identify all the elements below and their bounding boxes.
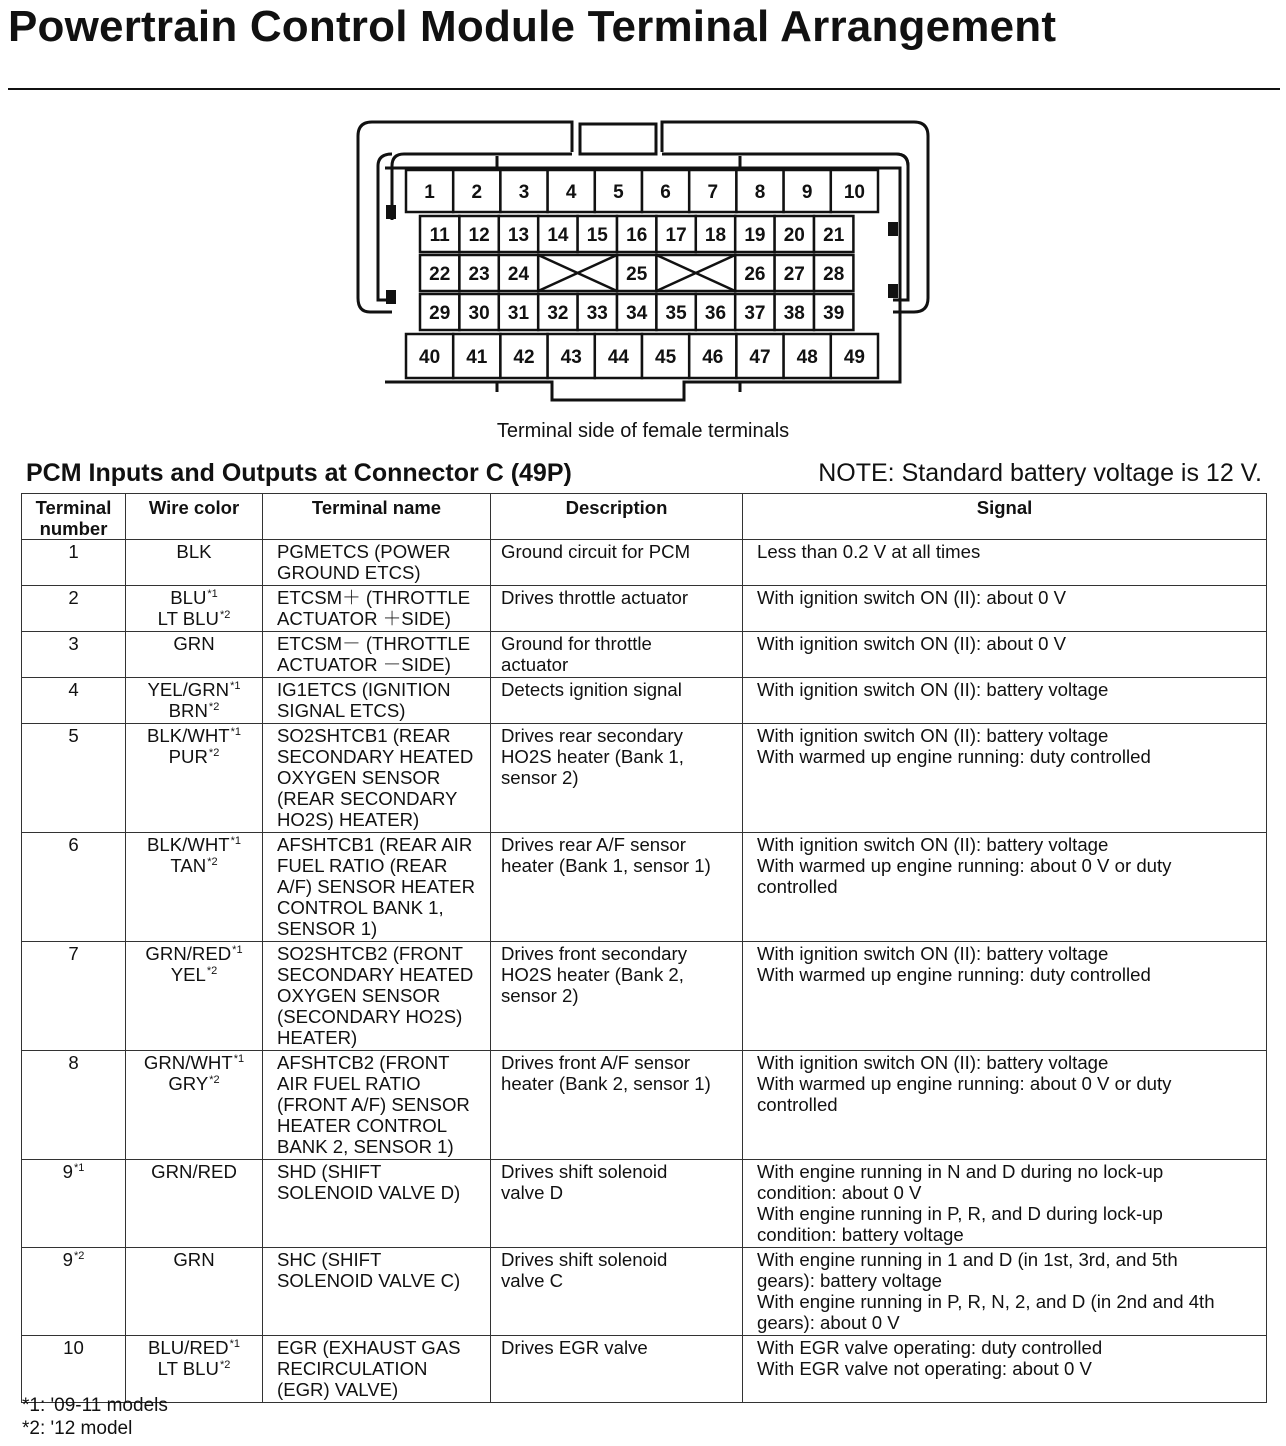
wire-color-line: [132, 541, 256, 562]
cell-line: OXYGEN SENSOR: [277, 985, 441, 1006]
cell-line: Drives EGR valve: [501, 1337, 648, 1358]
cell-line: SO2SHTCB2 (FRONT: [277, 943, 463, 964]
cell-line: PGMETCS (POWER: [277, 541, 451, 562]
terminal-number-label: 3: [518, 182, 530, 203]
terminal-number-label: 17: [665, 225, 687, 246]
table-row: [22, 586, 1267, 632]
wire-color-cell: [126, 942, 263, 1051]
cell-line: AFSHTCB2 (FRONT: [277, 1052, 450, 1073]
wire-color-text: YEL/GRN: [147, 679, 230, 700]
terminal-number-label: 19: [744, 225, 766, 246]
terminal-number-cell: [22, 942, 126, 1051]
terminal-number-cell: [22, 678, 126, 724]
wire-color-line: [132, 1073, 256, 1094]
signal-cell: [743, 1248, 1267, 1336]
terminal-number-label: 10: [843, 182, 865, 203]
footnote-marker: *2: [208, 701, 220, 713]
footnote-marker: *2: [209, 1074, 220, 1086]
terminal-number-label: 15: [586, 225, 608, 246]
terminal-number-label: 31: [507, 303, 530, 324]
terminal-number-label: 32: [547, 303, 569, 324]
terminal-number-label: 16: [626, 225, 648, 246]
terminal-number-cell: [22, 724, 126, 833]
table-row: [22, 833, 1267, 942]
description-cell: [491, 942, 743, 1051]
cell-line: HO2S heater (Bank 1,: [501, 746, 684, 767]
cell-line: gears): about 0 V: [757, 1312, 900, 1333]
cell-line: controlled: [757, 876, 838, 897]
cell-line: With engine running in N and D during no lock-up: [757, 1161, 1164, 1182]
cell-line: IG1ETCS (IGNITION: [277, 679, 451, 700]
terminal-number: 1: [68, 541, 79, 562]
cell-line: Drives rear A/F sensor: [501, 834, 686, 855]
terminal-name-cell: [263, 678, 491, 724]
wire-color-line: [132, 1052, 256, 1073]
table-row: [22, 540, 1267, 586]
wire-color-line: [132, 700, 256, 721]
terminal-name-cell: [263, 724, 491, 833]
description-cell: [491, 586, 743, 632]
terminal-number-cell: [22, 586, 126, 632]
terminal-number-label: 25: [626, 264, 648, 285]
signal-cell: [743, 942, 1267, 1051]
terminal-name-cell: [263, 632, 491, 678]
footnote-1: *1: '09-11 models: [22, 1395, 168, 1416]
cell-line: SIGNAL ETCS): [277, 700, 406, 721]
table-row: [22, 1336, 1267, 1403]
footnote-marker: *1: [233, 1053, 245, 1065]
wire-color-text: BLK/WHT: [146, 725, 230, 746]
cell-line: With ignition switch ON (II): about 0 V: [757, 633, 1066, 654]
diagram-caption: Terminal side of female terminals: [496, 420, 790, 442]
cell-line: gears): battery voltage: [757, 1270, 943, 1291]
wire-color-text: YEL: [170, 964, 206, 985]
terminal-number-label: 33: [586, 303, 608, 324]
terminal-number-label: 35: [665, 303, 687, 324]
table-row: [22, 1160, 1267, 1248]
wire-color-line: [132, 1249, 256, 1270]
wire-color-line: [132, 587, 256, 608]
cell-line: Detects ignition signal: [501, 679, 682, 700]
cell-line: Drives shift solenoid: [501, 1249, 668, 1270]
terminal-name-cell: [263, 1248, 491, 1336]
terminal-number-label: 42: [513, 347, 535, 368]
cell-line: condition: about 0 V: [757, 1182, 922, 1203]
wire-color-text: GRY: [168, 1073, 209, 1094]
cell-line: With engine running in 1 and D (in 1st, 3rd, and 5th: [757, 1249, 1178, 1270]
wire-color-text: GRN: [173, 633, 215, 654]
cell-line: SOLENOID VALVE D): [277, 1182, 461, 1203]
footnote-marker: *1: [232, 944, 243, 956]
table-header-row: [22, 494, 1267, 540]
wire-color-cell: [126, 1051, 263, 1160]
terminal-number-cell: [22, 540, 126, 586]
voltage-note: NOTE: Standard battery voltage is 12 V.: [818, 459, 1262, 487]
terminal-name-cell: [263, 942, 491, 1051]
wire-color-line: [132, 746, 256, 767]
cell-line: With ignition switch ON (II): about 0 V: [757, 587, 1066, 608]
terminal-name-cell: [263, 540, 491, 586]
description-cell: [491, 1248, 743, 1336]
cell-line: HEATER CONTROL: [277, 1115, 448, 1136]
description-cell: [491, 1051, 743, 1160]
cell-line: EGR (EXHAUST GAS: [277, 1337, 461, 1358]
cell-line: FUEL RATIO (REAR: [277, 855, 448, 876]
cell-line: controlled: [757, 1094, 838, 1115]
wire-color-line: [132, 608, 256, 629]
wire-color-line: [132, 943, 256, 964]
wire-color-cell: [126, 1248, 263, 1336]
cell-line: HO2S heater (Bank 2,: [501, 964, 684, 985]
wire-color-text: BLU: [170, 587, 207, 608]
cell-line: ACTUATOR －SIDE): [277, 654, 451, 675]
wire-color-text: LT BLU: [157, 1358, 219, 1379]
terminal-number-cell: [22, 1051, 126, 1160]
terminal-number: 6: [68, 834, 79, 855]
section-title: PCM Inputs and Outputs at Connector C (49P): [26, 459, 572, 487]
cell-line: With EGR valve not operating: about 0 V: [757, 1358, 1092, 1379]
terminal-number-label: 48: [796, 347, 818, 368]
wire-color-cell: [126, 1336, 263, 1403]
footnote-marker: *1: [207, 588, 218, 600]
wire-color-cell: [126, 540, 263, 586]
terminal-number-label: 45: [655, 347, 677, 368]
cell-line: With engine running in P, R, and D during lock-up: [757, 1203, 1163, 1224]
footnote-marker: *1: [229, 1338, 240, 1350]
cell-line: (EGR) VALVE): [277, 1379, 399, 1400]
signal-cell: [743, 678, 1267, 724]
cell-line: SECONDARY HEATED: [277, 746, 474, 767]
cell-line: valve C: [501, 1270, 564, 1291]
terminal-number-label: 41: [466, 347, 488, 368]
cell-line: actuator: [501, 654, 569, 675]
cell-line: With ignition switch ON (II): battery voltage: [757, 679, 1109, 700]
cell-line: Ground for throttle: [501, 633, 652, 654]
cell-line: With warmed up engine running: duty controlled: [757, 964, 1151, 985]
description-cell: [491, 833, 743, 942]
terminal-name-cell: [263, 833, 491, 942]
footnote-marker: *2: [207, 856, 218, 868]
footnote-marker: *2: [206, 965, 218, 977]
cell-line: With EGR valve operating: duty controlled: [757, 1337, 1103, 1358]
terminal-number: 9: [62, 1161, 73, 1182]
wire-color-text: BRN: [168, 700, 208, 721]
wire-color-line: [132, 834, 256, 855]
cell-line: sensor 2): [501, 985, 579, 1006]
terminal-number-label: 37: [744, 303, 766, 324]
terminal-number-label: 2: [471, 182, 483, 203]
footnote-2: *2: '12 model: [22, 1418, 133, 1439]
wire-color-cell: [126, 678, 263, 724]
terminal-number-label: 26: [744, 264, 766, 285]
wire-color-line: [132, 679, 256, 700]
cell-line: HO2S) HEATER): [277, 809, 420, 830]
page-title: Powertrain Control Module Terminal Arrangement: [8, 2, 1057, 51]
wire-color-cell: [126, 632, 263, 678]
signal-cell: [743, 632, 1267, 678]
header-description: Description: [491, 494, 743, 540]
cell-line: (REAR SECONDARY: [277, 788, 458, 809]
terminal-number-label: 4: [565, 182, 577, 203]
terminal-number-label: 1: [424, 182, 435, 203]
terminal-name-cell: [263, 1160, 491, 1248]
wire-color-cell: [126, 724, 263, 833]
cell-line: SHD (SHIFT: [277, 1161, 382, 1182]
cell-line: Ground circuit for PCM: [501, 541, 691, 562]
footnote-marker: *2: [208, 747, 220, 759]
cell-line: SO2SHTCB1 (REAR: [277, 725, 451, 746]
signal-cell: [743, 1160, 1267, 1248]
terminal-number-label: 7: [707, 182, 719, 203]
cell-line: Drives front secondary: [501, 943, 688, 964]
cell-line: A/F) SENSOR HEATER: [277, 876, 476, 897]
cell-line: HEATER): [277, 1027, 358, 1048]
cell-line: Less than 0.2 V at all times: [757, 541, 981, 562]
description-cell: [491, 678, 743, 724]
cell-line: SOLENOID VALVE C): [277, 1270, 461, 1291]
header-terminal-number: [22, 494, 126, 540]
terminal-number-label: 38: [783, 303, 805, 324]
cell-line: Drives front A/F sensor: [501, 1052, 691, 1073]
terminal-number-label: 29: [429, 303, 451, 324]
terminal-number-label: 11: [429, 225, 450, 246]
pcm-terminal-table: [21, 493, 1267, 1403]
cell-line: Drives throttle actuator: [501, 587, 689, 608]
wire-color-line: [132, 1161, 256, 1182]
description-cell: [491, 632, 743, 678]
wire-color-text: GRN/RED: [145, 943, 232, 964]
wire-color-line: [132, 1358, 256, 1379]
cell-line: With warmed up engine running: duty controlled: [757, 746, 1151, 767]
terminal-number-label: 30: [468, 303, 490, 324]
wire-color-cell: [126, 833, 263, 942]
terminal-number: 5: [68, 725, 79, 746]
wire-color-text: BLK/WHT: [146, 834, 230, 855]
terminal-name-cell: [263, 1336, 491, 1403]
table-row: [22, 632, 1267, 678]
signal-cell: [743, 724, 1267, 833]
footnote-marker: *2: [219, 1359, 231, 1371]
cell-line: valve D: [501, 1182, 564, 1203]
terminal-number-label: 12: [468, 225, 490, 246]
terminal-number-label: 46: [702, 347, 724, 368]
terminal-number-label: 47: [749, 347, 771, 368]
wire-color-cell: [126, 586, 263, 632]
terminal-number-cell: [22, 1160, 126, 1248]
cell-line: AIR FUEL RATIO: [277, 1073, 421, 1094]
terminal-name-cell: [263, 1051, 491, 1160]
cell-line: With warmed up engine running: about 0 V or duty: [757, 855, 1172, 876]
terminal-number-label: 44: [607, 347, 629, 368]
cell-line: condition: battery voltage: [757, 1224, 964, 1245]
terminal-number-label: 24: [507, 264, 530, 285]
terminal-number-label: 14: [547, 225, 569, 246]
cell-line: AFSHTCB1 (REAR AIR: [277, 834, 473, 855]
terminal-number-label: 13: [507, 225, 530, 246]
wire-color-text: TAN: [170, 855, 207, 876]
terminal-number-label: 34: [626, 303, 648, 324]
cell-line: With ignition switch ON (II): battery voltage: [757, 943, 1109, 964]
terminal-number-cell: [22, 632, 126, 678]
cell-line: sensor 2): [501, 767, 579, 788]
signal-cell: [743, 833, 1267, 942]
terminal-number: 10: [63, 1337, 84, 1358]
cell-line: RECIRCULATION: [277, 1358, 428, 1379]
cell-line: BANK 2, SENSOR 1): [277, 1136, 454, 1157]
description-cell: [491, 540, 743, 586]
table-row: [22, 942, 1267, 1051]
cell-line: CONTROL BANK 1,: [277, 897, 444, 918]
cell-line: With ignition switch ON (II): battery voltage: [757, 1052, 1109, 1073]
wire-color-text: GRN: [173, 1249, 215, 1270]
signal-cell: [743, 540, 1267, 586]
terminal-number-label: 22: [429, 264, 451, 285]
cell-line: ETCSM－ (THROTTLE: [277, 633, 471, 654]
cell-line: OXYGEN SENSOR: [277, 767, 441, 788]
terminal-number: 3: [68, 633, 79, 654]
terminal-number-label: 27: [783, 264, 805, 285]
header-wire-color: Wire color: [126, 494, 263, 540]
terminal-number-label: 8: [754, 182, 766, 203]
wire-color-line: [132, 964, 256, 985]
terminal-number: 8: [68, 1052, 79, 1073]
wire-color-text: PUR: [168, 746, 208, 767]
header-terminal-label: Terminal: [35, 497, 112, 518]
description-cell: [491, 1160, 743, 1248]
footnote-marker: *1: [230, 680, 241, 692]
terminal-number: 4: [68, 679, 79, 700]
connector-diagram: [0, 0, 1286, 450]
wire-color-text: BLK: [176, 541, 212, 562]
wire-color-line: [132, 1337, 256, 1358]
terminal-number-label: 20: [783, 225, 805, 246]
cell-line: With ignition switch ON (II): battery voltage: [757, 725, 1109, 746]
signal-cell: [743, 1336, 1267, 1403]
terminal-number-label: 49: [843, 347, 865, 368]
header-number-label: number: [39, 518, 108, 539]
wire-color-line: [132, 855, 256, 876]
cell-line: ACTUATOR ＋SIDE): [277, 608, 451, 629]
terminal-name-cell: [263, 586, 491, 632]
terminal-number-label: 40: [419, 347, 441, 368]
footnote-marker: *1: [230, 835, 242, 847]
wire-color-line: [132, 725, 256, 746]
cell-line: GROUND ETCS): [277, 562, 421, 583]
description-cell: [491, 724, 743, 833]
terminal-number-cell: [22, 1248, 126, 1336]
header-signal: Signal: [743, 494, 1267, 540]
cell-line: heater (Bank 2, sensor 1): [501, 1073, 711, 1094]
wire-color-text: GRN/RED: [151, 1161, 237, 1182]
footnote-marker: *2: [73, 1250, 85, 1262]
wire-color-text: GRN/WHT: [143, 1052, 233, 1073]
cell-line: heater (Bank 1, sensor 1): [501, 855, 711, 876]
terminal-number: 7: [68, 943, 79, 964]
cell-line: SHC (SHIFT: [277, 1249, 382, 1270]
cell-line: Drives shift solenoid: [501, 1161, 668, 1182]
terminal-number-cell: [22, 833, 126, 942]
terminal-number-label: 43: [560, 347, 582, 368]
wire-color-text: BLU/RED: [147, 1337, 229, 1358]
footnote-marker: *2: [219, 609, 231, 621]
table-row: [22, 678, 1267, 724]
table-row: [22, 1248, 1267, 1336]
terminal-number-label: 39: [823, 303, 845, 324]
table-row: [22, 1051, 1267, 1160]
footnote-marker: *1: [230, 726, 242, 738]
cell-line: ETCSM＋ (THROTTLE: [277, 587, 471, 608]
cell-line: SECONDARY HEATED: [277, 964, 474, 985]
header-terminal-name: Terminal name: [263, 494, 491, 540]
terminal-number-label: 23: [468, 264, 490, 285]
terminal-number-label: 21: [823, 225, 845, 246]
terminal-number-cell: [22, 1336, 126, 1403]
cell-line: (SECONDARY HO2S): [277, 1006, 463, 1027]
terminal-number-label: 5: [613, 182, 624, 203]
description-cell: [491, 1336, 743, 1403]
cell-line: With engine running in P, R, N, 2, and D (in 2nd and 4th: [757, 1291, 1215, 1312]
terminal-number-label: 36: [704, 303, 727, 324]
signal-cell: [743, 1051, 1267, 1160]
cell-line: SENSOR 1): [277, 918, 378, 939]
terminal-number-label: 6: [660, 182, 671, 203]
table-row: [22, 724, 1267, 833]
terminal-number-label: 28: [823, 264, 845, 285]
wire-color-cell: [126, 1160, 263, 1248]
wire-color-line: [132, 633, 256, 654]
cell-line: With warmed up engine running: about 0 V or duty: [757, 1073, 1172, 1094]
cell-line: Drives rear secondary: [501, 725, 683, 746]
terminal-number-label: 18: [704, 225, 727, 246]
cell-line: With ignition switch ON (II): battery voltage: [757, 834, 1109, 855]
footnote-marker: *1: [73, 1162, 85, 1174]
terminal-number-label: 9: [801, 182, 813, 203]
wire-color-text: LT BLU: [157, 608, 219, 629]
terminal-number: 2: [68, 587, 79, 608]
terminal-number: 9: [62, 1249, 73, 1270]
signal-cell: [743, 586, 1267, 632]
cell-line: (FRONT A/F) SENSOR: [277, 1094, 470, 1115]
